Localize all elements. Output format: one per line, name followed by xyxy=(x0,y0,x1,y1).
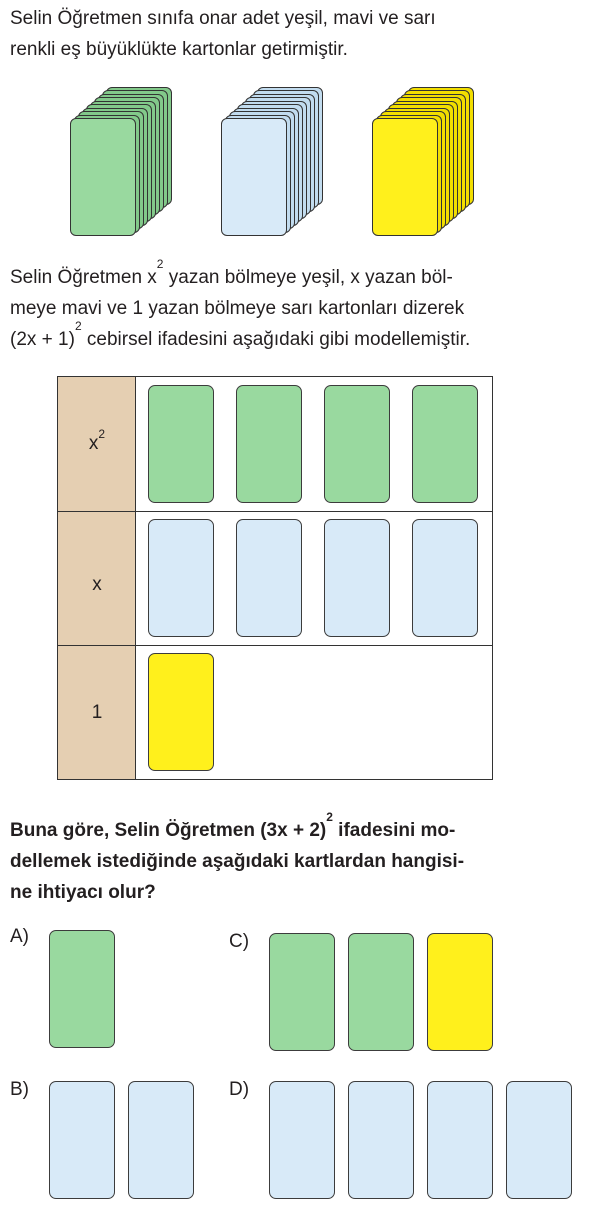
model-line-3 xyxy=(10,319,543,355)
question-text xyxy=(10,810,543,908)
model-line-1-a: Selin Öğretmen x xyxy=(10,267,157,288)
row-divider xyxy=(58,645,492,646)
option-c-green-card xyxy=(269,933,335,1051)
intro-line-1 xyxy=(10,3,543,34)
question-line-1-a: Buna göre, Selin Öğretmen (3x + 2) xyxy=(10,820,327,841)
option-a-green-card xyxy=(49,930,115,1048)
option-c-label[interactable]: C) xyxy=(229,931,250,952)
green-card xyxy=(148,385,214,503)
model-line-2: meye mavi ve 1 yazan bölmeye sarı kartonları dizerek xyxy=(10,298,465,319)
blue-card xyxy=(324,519,390,637)
model-table xyxy=(57,376,493,780)
option-b-blue-card xyxy=(49,1081,115,1199)
intro-word: Selin xyxy=(10,8,53,29)
blue-card xyxy=(412,519,478,637)
option-c-green-card xyxy=(348,933,414,1051)
question-line-3: ne ihtiyacı olur? xyxy=(10,882,156,903)
exponent: 2 xyxy=(74,319,82,333)
option-d-blue-card xyxy=(506,1081,572,1199)
model-paragraph xyxy=(10,257,543,355)
option-d-blue-card xyxy=(348,1081,414,1199)
row-label-text: x xyxy=(88,433,99,454)
intro-word: sarı xyxy=(403,8,436,29)
intro-word: Öğretmen xyxy=(57,8,143,29)
exponent: 2 xyxy=(98,427,106,441)
model-line-1 xyxy=(10,257,543,293)
yellow-card xyxy=(148,653,214,771)
blue-card xyxy=(236,519,302,637)
option-d-blue-card xyxy=(269,1081,335,1199)
exponent: 2 xyxy=(326,810,333,824)
intro-word: ve xyxy=(378,8,399,29)
row-label-x: x xyxy=(92,574,102,595)
intro-word: mavi xyxy=(333,8,374,29)
model-line-1-b: yazan bölmeye yeşil, x yazan böl- xyxy=(163,267,453,288)
question-line-1-b: ifadesini mo- xyxy=(332,820,456,841)
question-line-1 xyxy=(10,810,543,846)
option-b-blue-card xyxy=(128,1081,194,1199)
option-a-label[interactable]: A) xyxy=(10,926,29,947)
option-d-blue-card xyxy=(427,1081,493,1199)
blue-stack-card xyxy=(221,118,287,236)
intro-word: sınıfa xyxy=(147,8,194,29)
intro-word: adet xyxy=(242,8,280,29)
question-line-2: dellemek istediğinde aşağıdaki kartlardan hangisi- xyxy=(10,851,465,872)
green-card xyxy=(412,385,478,503)
yellow-stack-card xyxy=(372,118,438,236)
model-line-3-b: cebirsel ifadesini aşağıdaki gibi modellemiştir. xyxy=(81,329,471,350)
row-label-one: 1 xyxy=(91,702,103,723)
intro-line-2: renkli eş büyüklükte kartonlar getirmiştir. xyxy=(10,39,348,60)
option-b-label[interactable]: B) xyxy=(10,1079,29,1100)
intro-word: yeşil, xyxy=(284,8,328,29)
blue-card xyxy=(148,519,214,637)
model-line-3-a: (2x + 1) xyxy=(10,329,75,350)
row-divider xyxy=(58,511,492,512)
option-d-label[interactable]: D) xyxy=(229,1079,250,1100)
green-stack-card xyxy=(70,118,136,236)
exponent: 2 xyxy=(156,257,164,271)
green-card xyxy=(324,385,390,503)
model-line-1-text xyxy=(10,257,453,288)
row-label-x-squared xyxy=(58,427,136,455)
option-c-yellow-card xyxy=(427,933,493,1051)
green-card xyxy=(236,385,302,503)
intro-word: onar xyxy=(199,8,238,29)
intro-paragraph xyxy=(10,3,543,65)
